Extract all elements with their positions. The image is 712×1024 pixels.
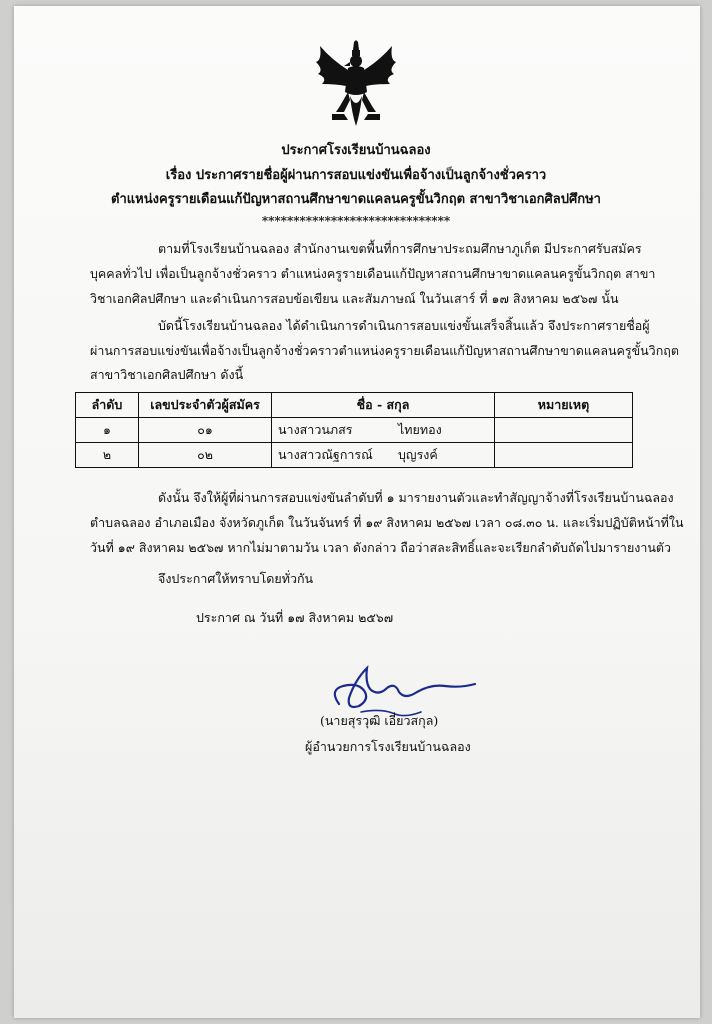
closing-statement: จึงประกาศให้ทราบโดยทั่วกัน: [158, 571, 314, 586]
cell-full-name: [272, 443, 495, 468]
paragraph-2-line-3: สาขาวิชาเอกศิลปศึกษา ดังนี้: [90, 367, 244, 382]
paragraph-1-line-2: บุคคลทั่วไป เพื่อเป็นลูกจ้างชั่วคราว ตำแหน่งครูรายเดือนแก้ปัญหาสถานศึกษาขาดแคลนครูขั้นวิกฤต สาขา: [90, 266, 656, 281]
paragraph-3-line-2: ตำบลฉลอง อำเภอเมือง จังหวัดภูเก็ต ในวันจันทร์ ที่ ๑๙ สิงหาคม ๒๕๖๗ เวลา ๐๘.๓๐ น. และเริ่มปฏิบัติหน้าที่ใน: [90, 515, 684, 530]
table-row: [76, 418, 633, 443]
cell-remark: [495, 443, 633, 468]
separator: ******************************: [261, 214, 451, 228]
signatory-title: ผู้อำนวยการโรงเรียนบ้านฉลอง: [305, 739, 471, 754]
paragraph-2-line-2: ผ่านการสอบแข่งขันเพื่อจ้างเป็นลูกจ้างชั่วคราวตำแหน่งครูรายเดือนแก้ปัญหาสถานศึกษาขาดแคลนครูขั้นวิกฤต: [90, 343, 679, 358]
header-applicant-id: เลขประจำตัวผู้สมัคร: [139, 393, 272, 418]
garuda-emblem-icon: [310, 40, 402, 132]
cell-applicant-id: ๐๑: [139, 418, 272, 443]
header-remark: หมายเหตุ: [495, 393, 633, 418]
cell-remark: [495, 418, 633, 443]
paragraph-3-line-3: วันที่ ๑๙ สิงหาคม ๒๕๖๗ หากไม่มาตามวัน เวลา ดังกล่าว ถือว่าสละสิทธิ์และจะเรียกลำดับถัดไปมารายงานตัว: [90, 540, 672, 555]
announcement-position: ตำแหน่งครูรายเดือนแก้ปัญหาสถานศึกษาขาดแคลนครูขั้นวิกฤต สาขาวิชาเอกศิลปศึกษา: [111, 192, 601, 207]
announcement-subject: เรื่อง ประกาศรายชื่อผู้ผ่านการสอบแข่งขันเพื่อจ้างเป็นลูกจ้างชั่วคราว: [165, 168, 547, 183]
signatory-name: (นายสุรวุฒิ เอี่ยวสกุล): [320, 713, 439, 728]
header-order: ลำดับ: [76, 393, 139, 418]
paragraph-3-line-1: ดังนั้น จึงให้ผู้ที่ผ่านการสอบแข่งขันลำดับที่ ๑ มารายงานตัวและทำสัญญาจ้างที่โรงเรียนบ้านฉลอง: [158, 490, 674, 505]
announcement-date: ประกาศ ณ วันที่ ๑๗ สิงหาคม ๒๕๖๗: [196, 610, 394, 625]
announcement-title: ประกาศโรงเรียนบ้านฉลอง: [281, 143, 431, 158]
cell-applicant-id: ๐๒: [139, 443, 272, 468]
candidate-table: [75, 392, 633, 468]
cell-order: ๒: [76, 443, 139, 468]
last-name: ไทยทอง: [398, 422, 442, 437]
table-row: [76, 443, 633, 468]
paragraph-2-line-1: บัดนี้โรงเรียนบ้านฉลอง ได้ดำเนินการดำเนินการสอบแข่งขั้นเสร็จสิ้นแล้ว จึงประกาศรายชื่อผู้: [158, 318, 650, 333]
cell-order: ๑: [76, 418, 139, 443]
paragraph-1-line-3: วิชาเอกศิลปศึกษา และดำเนินการสอบข้อเขียน และสัมภาษณ์ ในวันเสาร์ ที่ ๑๗ สิงหาคม ๒๕๖๗ นั้น: [90, 291, 619, 306]
first-name: นางสาวณัฐการณ์: [278, 447, 373, 462]
table-header-row: [76, 393, 633, 418]
header-full-name: ชื่อ - สกุล: [272, 393, 495, 418]
first-name: นางสาวนภสร: [278, 422, 353, 437]
last-name: บุญรงค์: [398, 447, 438, 462]
cell-full-name: [272, 418, 495, 443]
paragraph-1-line-1: ตามที่โรงเรียนบ้านฉลอง สำนักงานเขตพื้นที่การศึกษาประถมศึกษาภูเก็ต มีประกาศรับสมัคร: [158, 241, 642, 256]
